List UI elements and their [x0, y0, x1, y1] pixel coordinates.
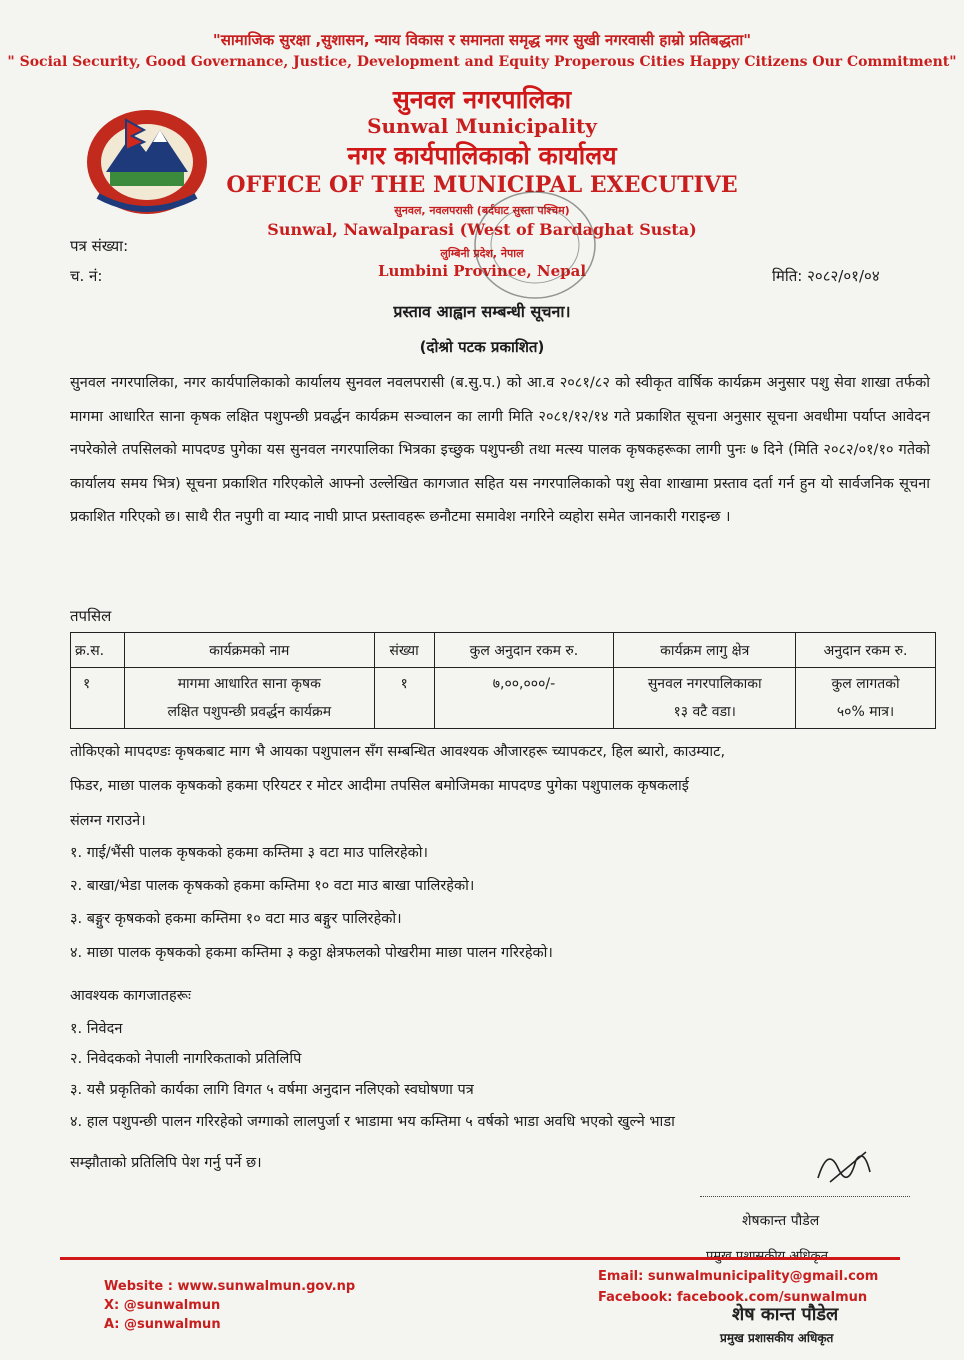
col-header-grant: अनुदान रकम रु. [796, 633, 936, 668]
criteria-item: १. गाई/भैंसी पालक कृषकको हकमा कम्तिमा ३ वटा माउ पालिरहेको। [70, 845, 428, 861]
cell-grant-line2: ५०% मात्र। [836, 704, 895, 720]
criteria-item: ४. माछा पालक कृषकको हकमा कम्तिमा ३ कठ्ठा क्षेत्रफलको पोखरीमा माछा पालन गरिरहेको। [70, 945, 553, 961]
footer-a-handle[interactable]: A: @sunwalmun [104, 1317, 221, 1332]
criteria-item: ३. बङ्गुर कृषकको हकमा कम्तिमा १० वटा माउ बङ्गुर पालिरहेको। [70, 911, 402, 927]
slogan-nepali: "सामाजिक सुरक्षा ,सुशासन, न्याय विकास र समानता समृद्ध नगर सुखी नगरवासी हाम्रो प्रतिबद्धता" [212, 31, 752, 49]
criteria-line-3: संलग्न गराउने। [70, 813, 146, 829]
slogan-english: " Social Security, Good Governance, Justice, Development and Equity Properous Cities Happy Citizens Our Commitment" [7, 54, 957, 70]
criteria-item: २. बाखा/भेडा पालक कृषकको हकमा कम्तिमा १० वटा माउ बाखा पालिरहेको। [70, 878, 475, 894]
address-english: Sunwal, Nawalparasi (West of Bardaghat Susta) [267, 220, 697, 239]
office-name-english: OFFICE OF THE MUNICIPAL EXECUTIVE [226, 172, 738, 198]
footer-x-handle[interactable]: X: @sunwalmun [104, 1298, 221, 1313]
col-header-count: संख्या [374, 633, 434, 668]
table-header-row [71, 633, 936, 668]
col-header-sn: क्र.स. [71, 633, 125, 668]
cell-program-line1: मागमा आधारित साना कृषक [177, 676, 321, 692]
notice-edition: (दोश्रो पटक प्रकाशित) [419, 338, 545, 356]
program-table [70, 632, 936, 729]
col-header-area: कार्यक्रम लागु क्षेत्र [614, 633, 796, 668]
cell-program [124, 668, 374, 729]
cell-program-line2: लक्षित पशुपन्छी प्रवर्द्धन कार्यक्रम [167, 704, 332, 720]
footer-divider [60, 1257, 900, 1260]
cell-amount: ७,००,०००/- [434, 668, 614, 729]
criteria-line-2: फिडर, माछा पालक कृषकको हकमा एरियटर र मोटर आदीमा तपसिल बमोजिमका मापदण्ड पुगेका पशुपालक कृषकलाई [70, 778, 689, 794]
cell-sn: १ [71, 668, 125, 729]
document-item: ३. यसै प्रकृतिको कार्यका लागि विगत ५ वर्षमा अनुदान नलिएको स्वघोषणा पत्र [70, 1082, 474, 1098]
cell-area-line2: १३ वटै वडा। [673, 704, 736, 720]
cell-count: १ [374, 668, 434, 729]
signatory-name: शेषकान्त पौडेल [742, 1213, 820, 1229]
document-item-4-line-2: सम्झौताको प्रतिलिपि पेश गर्नु पर्ने छ। [70, 1155, 262, 1171]
signature-scribble-icon [810, 1138, 880, 1188]
office-name-nepali: नगर कार्यपालिकाको कार्यालय [347, 141, 617, 170]
document-item-4-line-1: ४. हाल पशुपन्छी पालन गरिरहेको जग्गाको लालपुर्जा र भाडामा भय कम्तिमा ५ वर्षको भाडा अवधि भएको खुल्ने भाडा [70, 1114, 675, 1130]
cell-area [614, 668, 796, 729]
title-stamp: प्रमुख प्रशासकीय अधिकृत [720, 1331, 834, 1345]
municipality-name-nepali: सुनवल नगरपालिका [392, 85, 572, 114]
name-stamp: शेष कान्त पौडेल [732, 1304, 839, 1325]
cell-grant [796, 668, 936, 729]
document-item: २. निवेदकको नेपाली नागरिकताको प्रतिलिपि [70, 1051, 302, 1067]
col-header-program: कार्यक्रमको नाम [124, 633, 374, 668]
official-stamp-icon [470, 188, 600, 303]
notice-body: सुनवल नगरपालिका, नगर कार्यपालिकाको कार्यालय सुनवल नवलपरासी (ब.सु.प.) को आ.व २०८१/८२ को स्वीकृत वार्षिक कार्यक्रम अनुसार पशु सेवा शाखा तर्फको मागमा आधारित साना कृषक लक्षित पशुपन्छी प्रवर्द्धन कार्यक्रम सञ्चालन का लागी मिति २०८१/१२/१४ गते प्रकाशित सूचना अनुसार सूचना अवधीमा पर्याप्त आवेदन नपरेकोले तपसिलको मापदण्ड पुगेका यस सुनवल नगरपालिका भित्रका इच्छुक पशुपन्छी तथा मत्स्य पालक कृषकहरूका लागी पुनः ७ दिने (मिति २०८२/०१/१० गतेको कार्यालय समय भित्र) सूचना प्रकाशित गरिएकोले आफ्नो उल्लेखित कागजात सहित यस नगरपालिकाको पशु सेवा शाखामा प्रस्ताव दर्ता गर्न हुन यो सार्वजनिक सूचना प्रकाशित गरिएको छ। साथै रीत नपुगी वा म्याद नाघी प्राप्त प्रस्तावहरू छनौटमा समावेश नगरिने व्यहोरा समेत जानकारी गराइन्छ । [70, 375, 930, 525]
criteria-line-1: तोकिएको मापदण्डः कृषकबाट माग भै आयका पशुपालन सँग सम्बन्धित आवश्यक औजारहरू च्यापकटर, हिल ब्यारो, काउम्याट, [70, 744, 726, 760]
address-nepali: सुनवल, नवलपरासी (बर्दघाट सुस्ता पश्चिम) [394, 204, 570, 217]
document-item: १. निवेदन [70, 1021, 123, 1037]
footer-email[interactable]: Email: sunwalmunicipality@gmail.com [598, 1269, 879, 1284]
province-nepali: लुम्बिनी प्रदेश, नेपाल [440, 247, 524, 260]
province-english: Lumbini Province, Nepal [377, 262, 587, 280]
documents-heading: आवश्यक कागजातहरूः [70, 988, 191, 1004]
footer-website[interactable]: Website : www.sunwalmun.gov.np [104, 1279, 356, 1294]
letter-number-label: पत्र संख्या: [70, 237, 129, 255]
table-caption: तपसिल [70, 607, 112, 625]
signatory-title [706, 1246, 828, 1264]
dispatch-number-label: च. नं: [70, 267, 103, 285]
signature-line [700, 1196, 910, 1197]
table-row [71, 668, 936, 729]
cell-grant-line1: कुल लागतको [831, 676, 900, 692]
cell-area-line1: सुनवल नगरपालिकाका [647, 676, 762, 692]
municipality-name-english: Sunwal Municipality [367, 114, 597, 138]
notice-subject: प्रस्ताव आह्वान सम्बन्धी सूचना। [393, 302, 571, 321]
col-header-total-grant: कुल अनुदान रकम रु. [434, 633, 614, 668]
letter-date: मिति: २०८२/०१/०४ [772, 267, 880, 285]
footer-facebook[interactable]: Facebook: facebook.com/sunwalmun [598, 1290, 868, 1305]
